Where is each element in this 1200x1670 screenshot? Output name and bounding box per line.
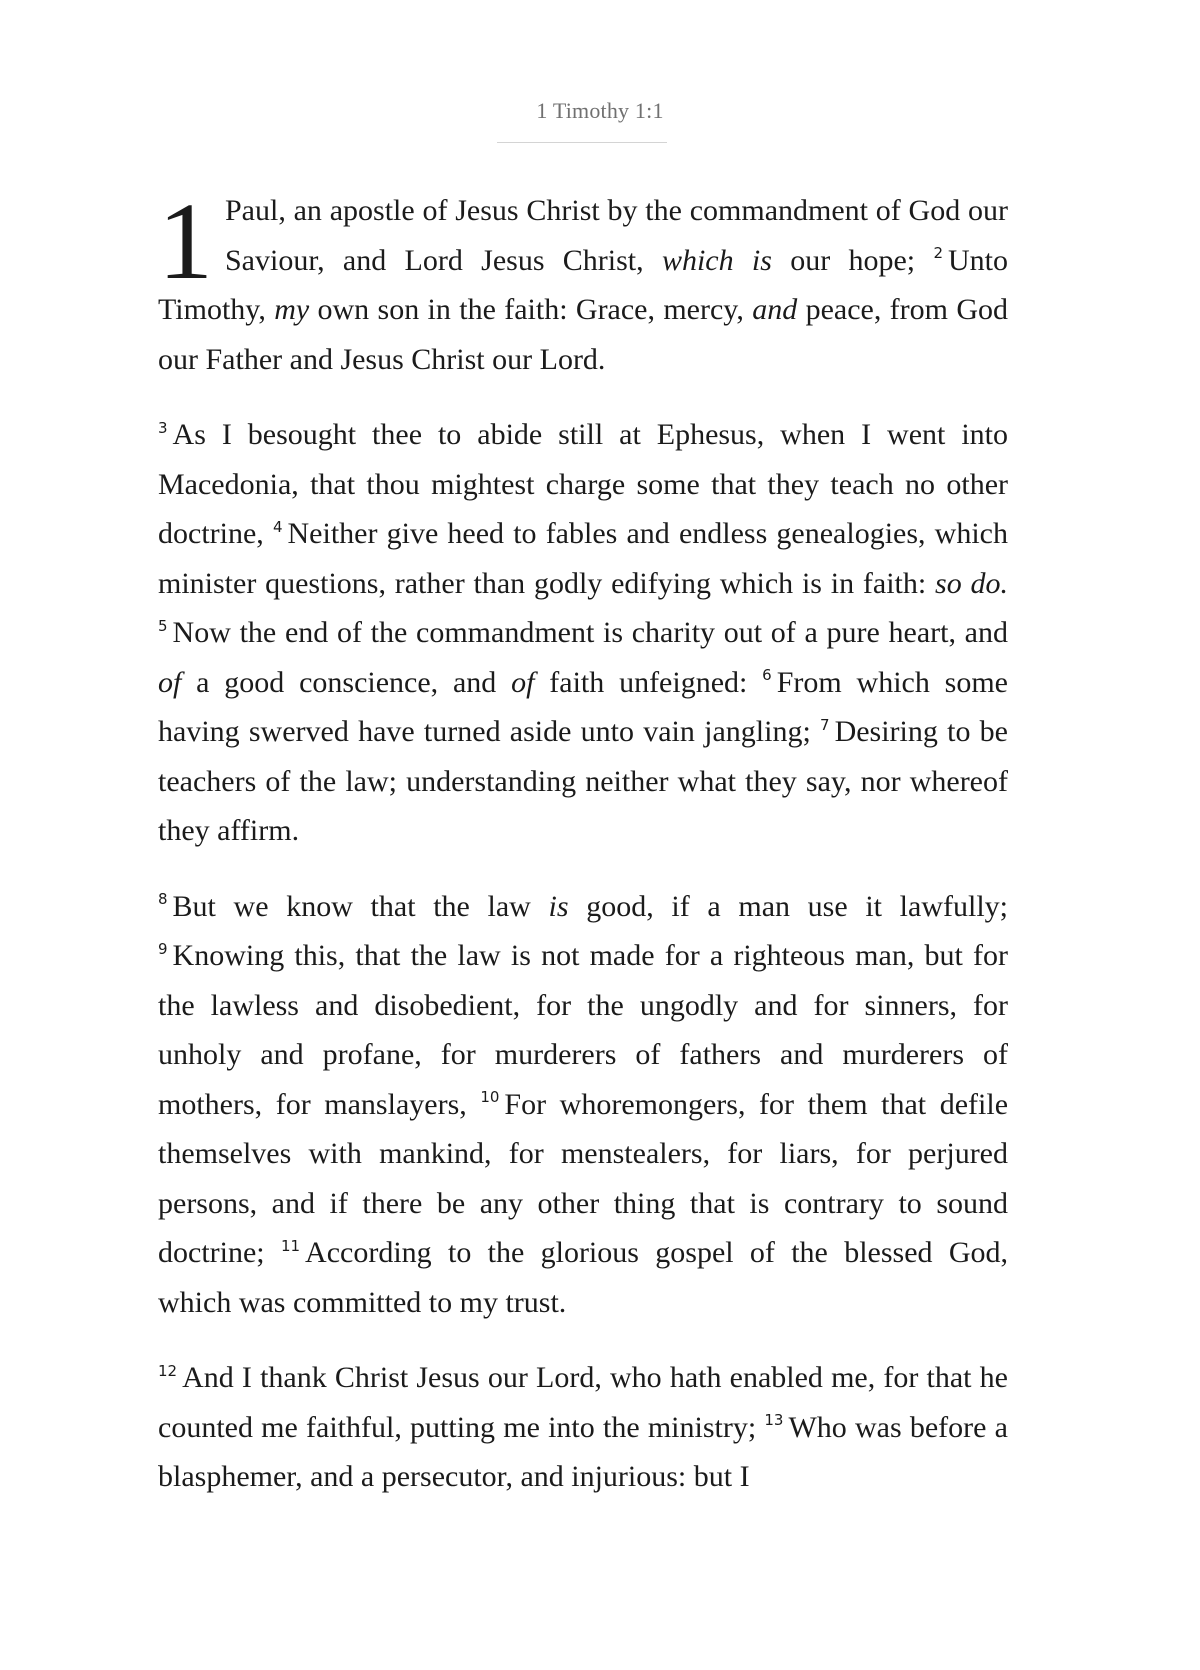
verse-text: According to the glorious gospel of the blessed God, which was committed to my trust. <box>158 1236 1008 1319</box>
italic-text: my <box>274 293 310 326</box>
verse-number: 2 <box>933 244 943 263</box>
verse-text: a good conscience, and <box>181 665 512 699</box>
verse-text: And I thank Christ Jesus our Lord, who hath enabled me, for that he counted me faithful, putting me into the ministry; <box>158 1361 1008 1444</box>
verse-number: 13 <box>764 1411 784 1430</box>
verse-text: Who was before a blasphemer, and a persecutor, and injurious: but I <box>158 1410 1008 1493</box>
paragraph <box>158 882 1008 1328</box>
verse-text: peace, from God our Father and Jesus Christ our Lord. <box>158 293 1009 376</box>
verse-text: As I besought thee to abide still at Ephesus, when I went into Macedonia, that thou mightest charge some that they teach no other doctrine, <box>158 418 1008 550</box>
verse-text: But we know that the law <box>172 889 549 923</box>
verse-text: Paul, an apostle of Jesus Christ by the commandment of God our Saviour, and Lord Jesus Christ, <box>225 194 1008 277</box>
running-header: 1 Timothy 1:1 <box>536 98 664 123</box>
verse-number: 7 <box>820 715 830 734</box>
verse-number: 4 <box>272 517 283 536</box>
verse-number: 5 <box>158 616 168 635</box>
verse-text: Now the end of the commandment is charity out of a pure heart, and <box>172 616 1008 649</box>
verse-number: 11 <box>280 1236 301 1255</box>
verse-text: Desiring to be teachers of the law; understanding neither what they say, nor whereof they affirm. <box>158 715 1008 847</box>
paragraph <box>158 1353 1008 1502</box>
verse-number: 8 <box>158 890 168 909</box>
verse-number: 6 <box>762 666 772 685</box>
italic-text: of <box>158 665 182 699</box>
paragraph <box>158 410 1008 856</box>
verse-text: Neither give heed to fables and endless genealogies, which minister questions, rather than godly edifying which is in faith: <box>158 517 1008 600</box>
verse-number: 9 <box>158 939 168 958</box>
verse-number: 3 <box>158 418 168 437</box>
italic-text: so do. <box>935 566 1008 600</box>
verse-text: For whoremongers, for them that defile themselves with mankind, for menstealers, for liars, for perjured persons, and if there be any other thing that is contrary to sound doctrine; <box>158 1087 1009 1269</box>
italic-text: is <box>548 889 569 923</box>
italic-text: and <box>752 293 798 326</box>
verse-text: faith unfeigned: <box>534 665 763 699</box>
italic-text: which is <box>661 243 772 277</box>
chapter-text <box>158 180 1009 1528</box>
verse-text: good, if a man use it lawfully; <box>568 889 1008 923</box>
italic-text: of <box>511 665 535 699</box>
verse-number: 10 <box>480 1088 500 1107</box>
verse-text: own son in the faith: Grace, mercy, <box>309 293 753 326</box>
verse-text: Knowing this, that the law is not made for a righteous man, but for the lawless and disobedient, for the ungodly and for sinners, for unholy and profane, for murderers of fathers and murderers of mothers, for manslayers, <box>158 939 1008 1121</box>
paragraph <box>158 180 1009 384</box>
chapter-number-drop-cap: 1 <box>158 180 213 302</box>
verse-number: 12 <box>158 1361 178 1380</box>
verse-text: Unto Timothy, <box>158 243 1008 326</box>
verse-text: From which some having swerved have turned aside unto vain jangling; <box>158 665 1008 748</box>
verse-text: our hope; <box>771 243 934 277</box>
header-divider <box>497 142 667 143</box>
